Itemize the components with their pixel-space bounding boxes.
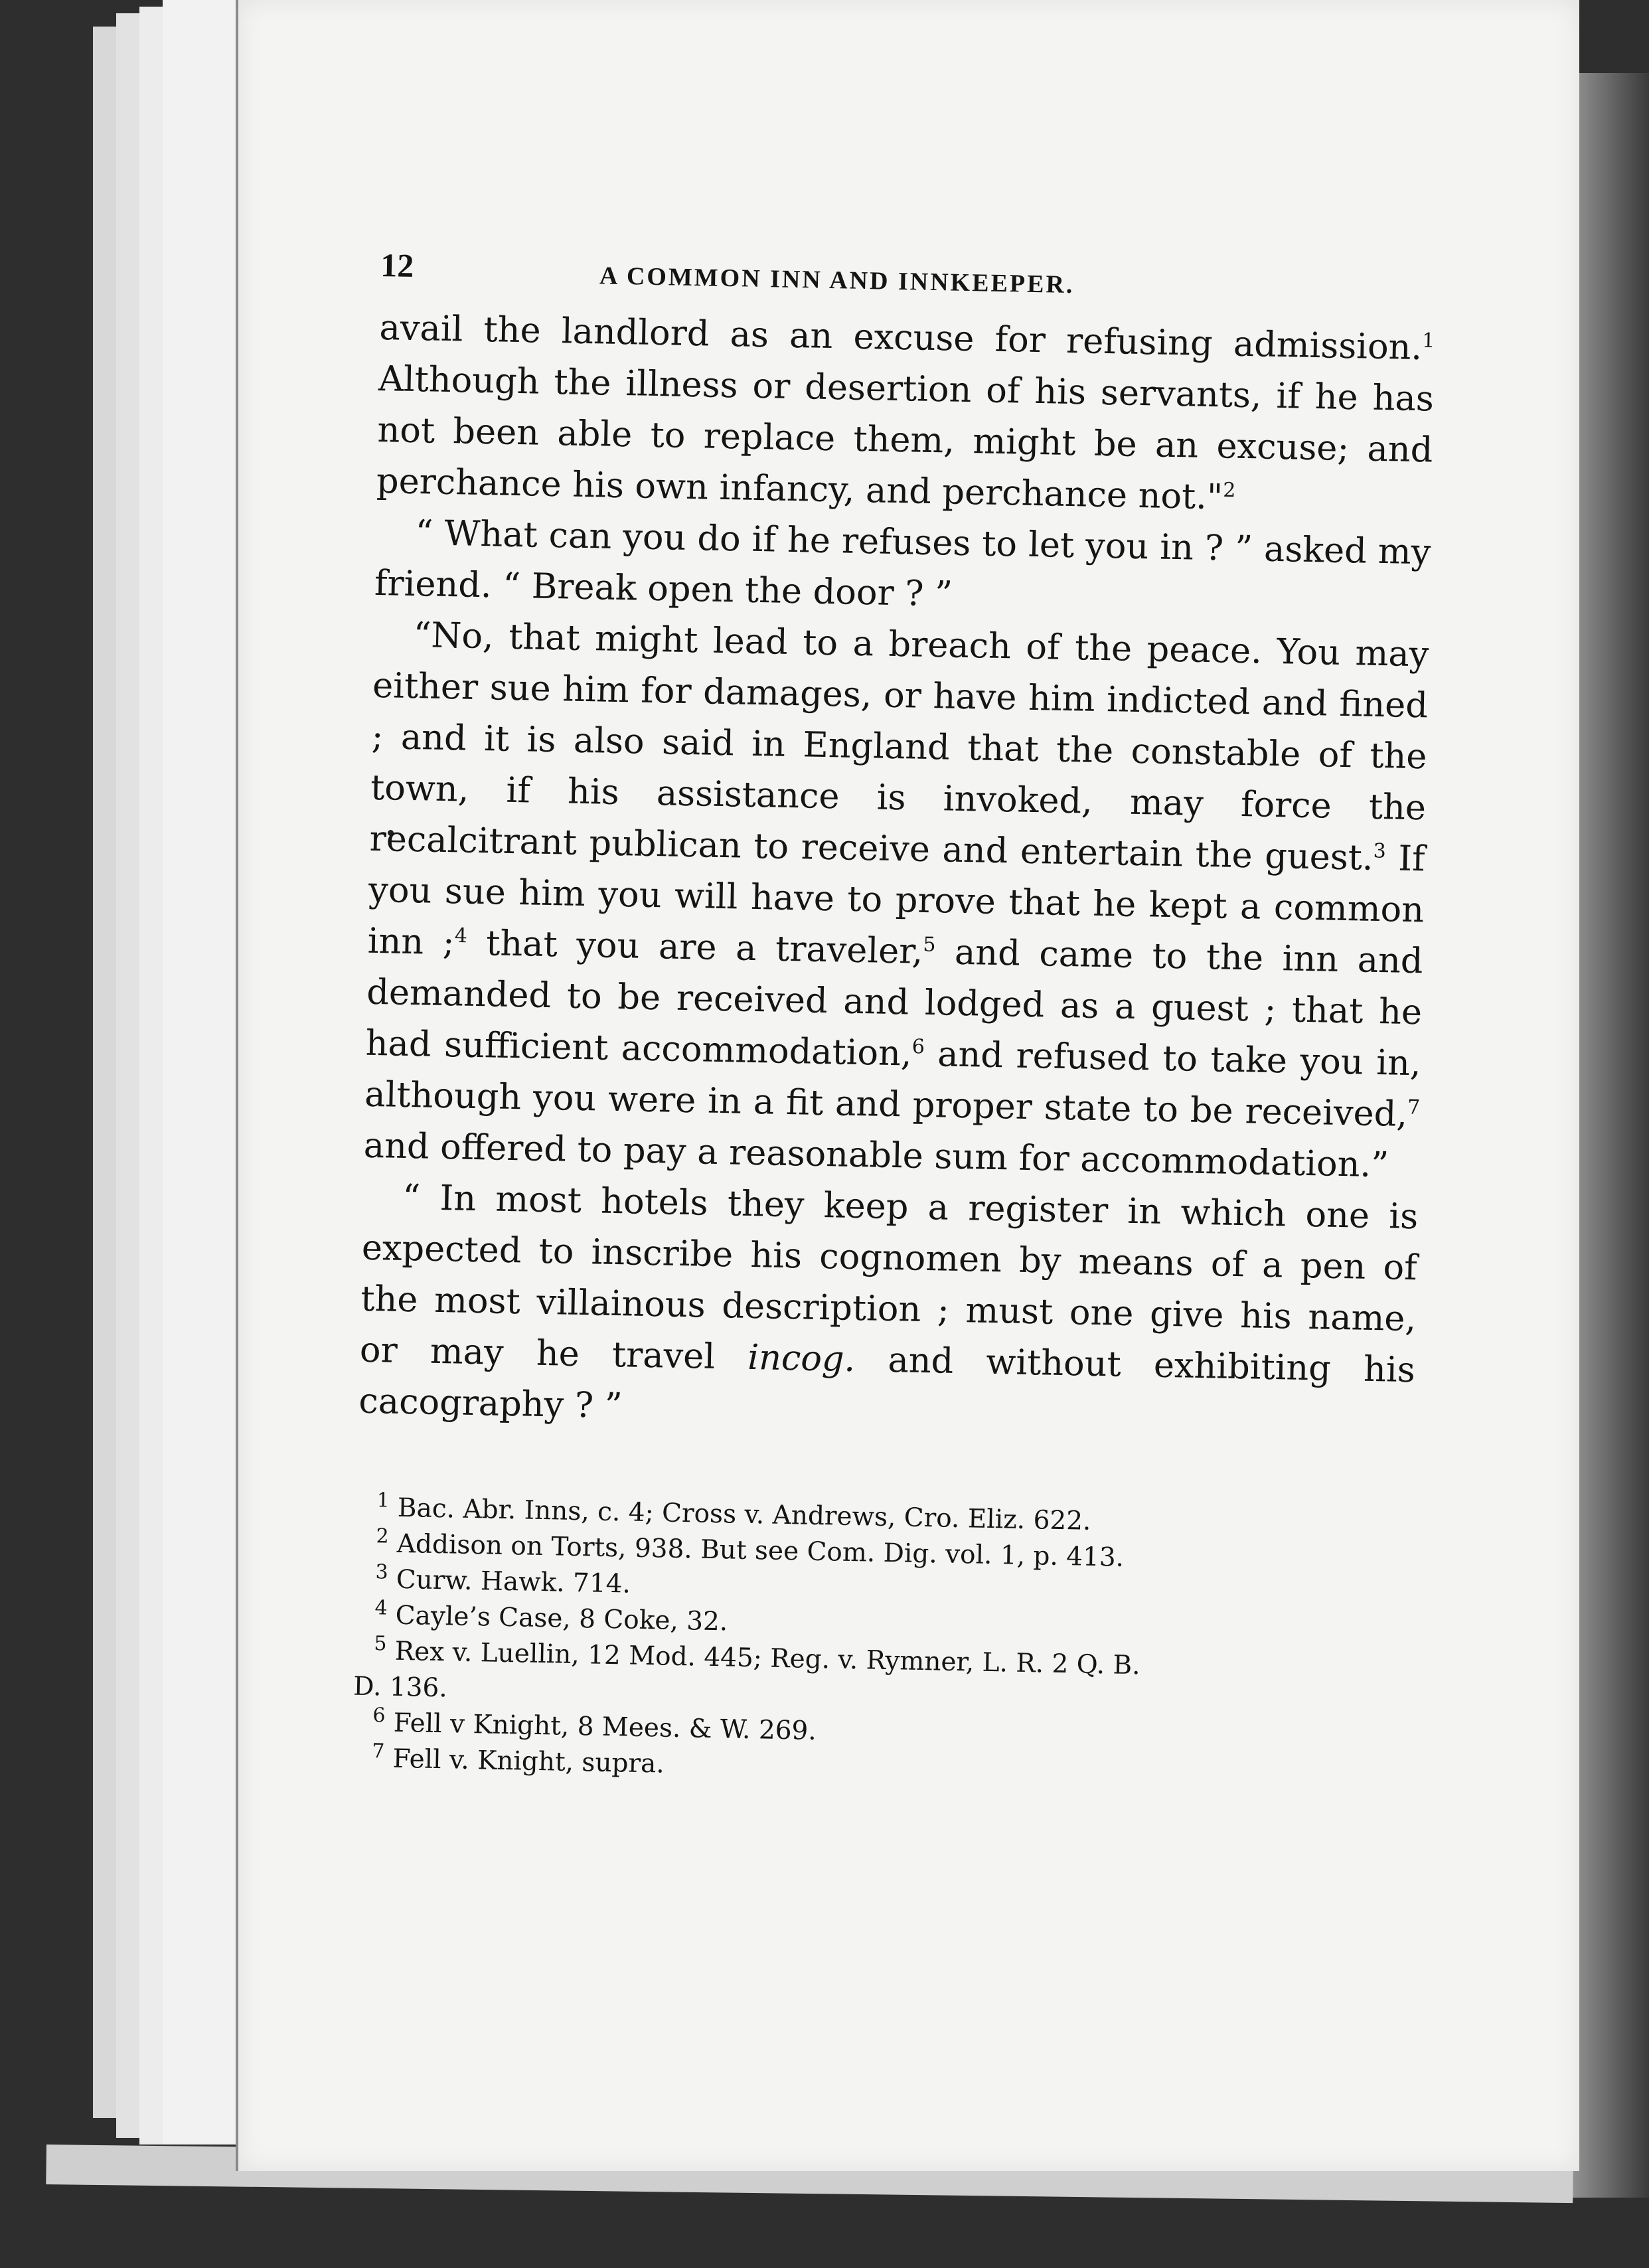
footnote-ref: 7 — [1407, 1095, 1421, 1119]
footnote-number: 4 — [374, 1596, 388, 1620]
footnote-ref: 2 — [1222, 478, 1236, 503]
book-page — [236, 0, 1579, 2171]
text-run: If you sue him you will have to prove that he kept a common inn ; — [367, 838, 1426, 963]
footnote-text: Cayle’s Case, 8 Coke, 32. — [395, 1600, 728, 1637]
footnote-ref: 3 — [1373, 839, 1387, 863]
footnote-ref: 4 — [454, 924, 468, 948]
footnote-ref: 5 — [923, 933, 936, 957]
footnote-number: 7 — [372, 1740, 385, 1763]
footnote-number: 6 — [372, 1704, 386, 1728]
paragraph — [376, 302, 1435, 526]
paragraph: “ What can you do if he refuses to let you in ? ” asked my friend. “ Break open the door ? ” — [374, 513, 1431, 615]
text-run: Although the illness or desertion of his servants, if he has not been able to replace them, might be an excuse; and perchance his own infancy, and perchance not." — [376, 358, 1435, 518]
running-head-title: A COMMON INN AND INNKEEPER. — [599, 262, 1075, 299]
footnote-number: 3 — [375, 1560, 388, 1584]
page-edge — [163, 0, 244, 2145]
footnote-ref: 1 — [1422, 329, 1435, 353]
italic-text: incog. — [747, 1336, 856, 1380]
footnote-number: 5 — [374, 1632, 387, 1656]
footnote-text: Fell v. Knight, supra. — [392, 1743, 665, 1779]
text-run: and without exhibiting his cacography ? ” — [358, 1339, 1416, 1427]
footnote-number: 2 — [376, 1524, 390, 1548]
text-run: that you are a traveler, — [467, 922, 923, 972]
page-content — [352, 242, 1437, 1797]
footnote-continuation: D. 136. — [353, 1671, 448, 1704]
footnote-ref: 6 — [911, 1035, 925, 1059]
text-run: and came to the inn and demanded to be received and lodged as a guest ; that he had sufficient accommodation, — [365, 932, 1424, 1074]
paragraph — [358, 1171, 1419, 1447]
footnote-text: Addison on Torts, 938. But see Com. Dig. vol. 1, p. 413. — [396, 1528, 1125, 1573]
text-run: and offered to pay a reasonable sum for accommodation.” — [363, 1125, 1389, 1186]
page-number: 12 — [380, 246, 414, 284]
footnote-number: 1 — [376, 1489, 390, 1512]
text-run: “No, that might lead to a breach of the peace. You may either sue him for damages, or have him indicted and fined ; and it is also said in England that the constable of the town, if his assistance is invoked, may force the recalcitrant publican to receive and entertain the guest. — [369, 615, 1429, 878]
text-run: “ In most hotels they keep a register in which one is expected to inscribe his cognomen by means of a pen of the most villainous description ; must one give his name, or may he travel — [359, 1176, 1419, 1378]
paragraph — [363, 609, 1429, 1191]
text-run: and refused to take you in, although you were in a fit and proper state to be received, — [364, 1033, 1422, 1135]
footnote-text: Fell v Knight, 8 Mees. & W. 269. — [393, 1708, 817, 1746]
text-run: avail the landlord as an excuse for refusing admission. — [378, 307, 1423, 368]
body-text — [358, 302, 1435, 1447]
footnote-text: Bac. Abr. Inns, c. 4; Cross v. Andrews, Cro. Eliz. 622. — [397, 1493, 1091, 1536]
footnote-text: Rex v. Luellin, 12 Mod. 445; Reg. v. Rymner, L. R. 2 Q. B. — [394, 1636, 1141, 1681]
footnote-text: Curw. Hawk. 714. — [396, 1564, 631, 1599]
footnotes — [352, 1490, 1413, 1797]
